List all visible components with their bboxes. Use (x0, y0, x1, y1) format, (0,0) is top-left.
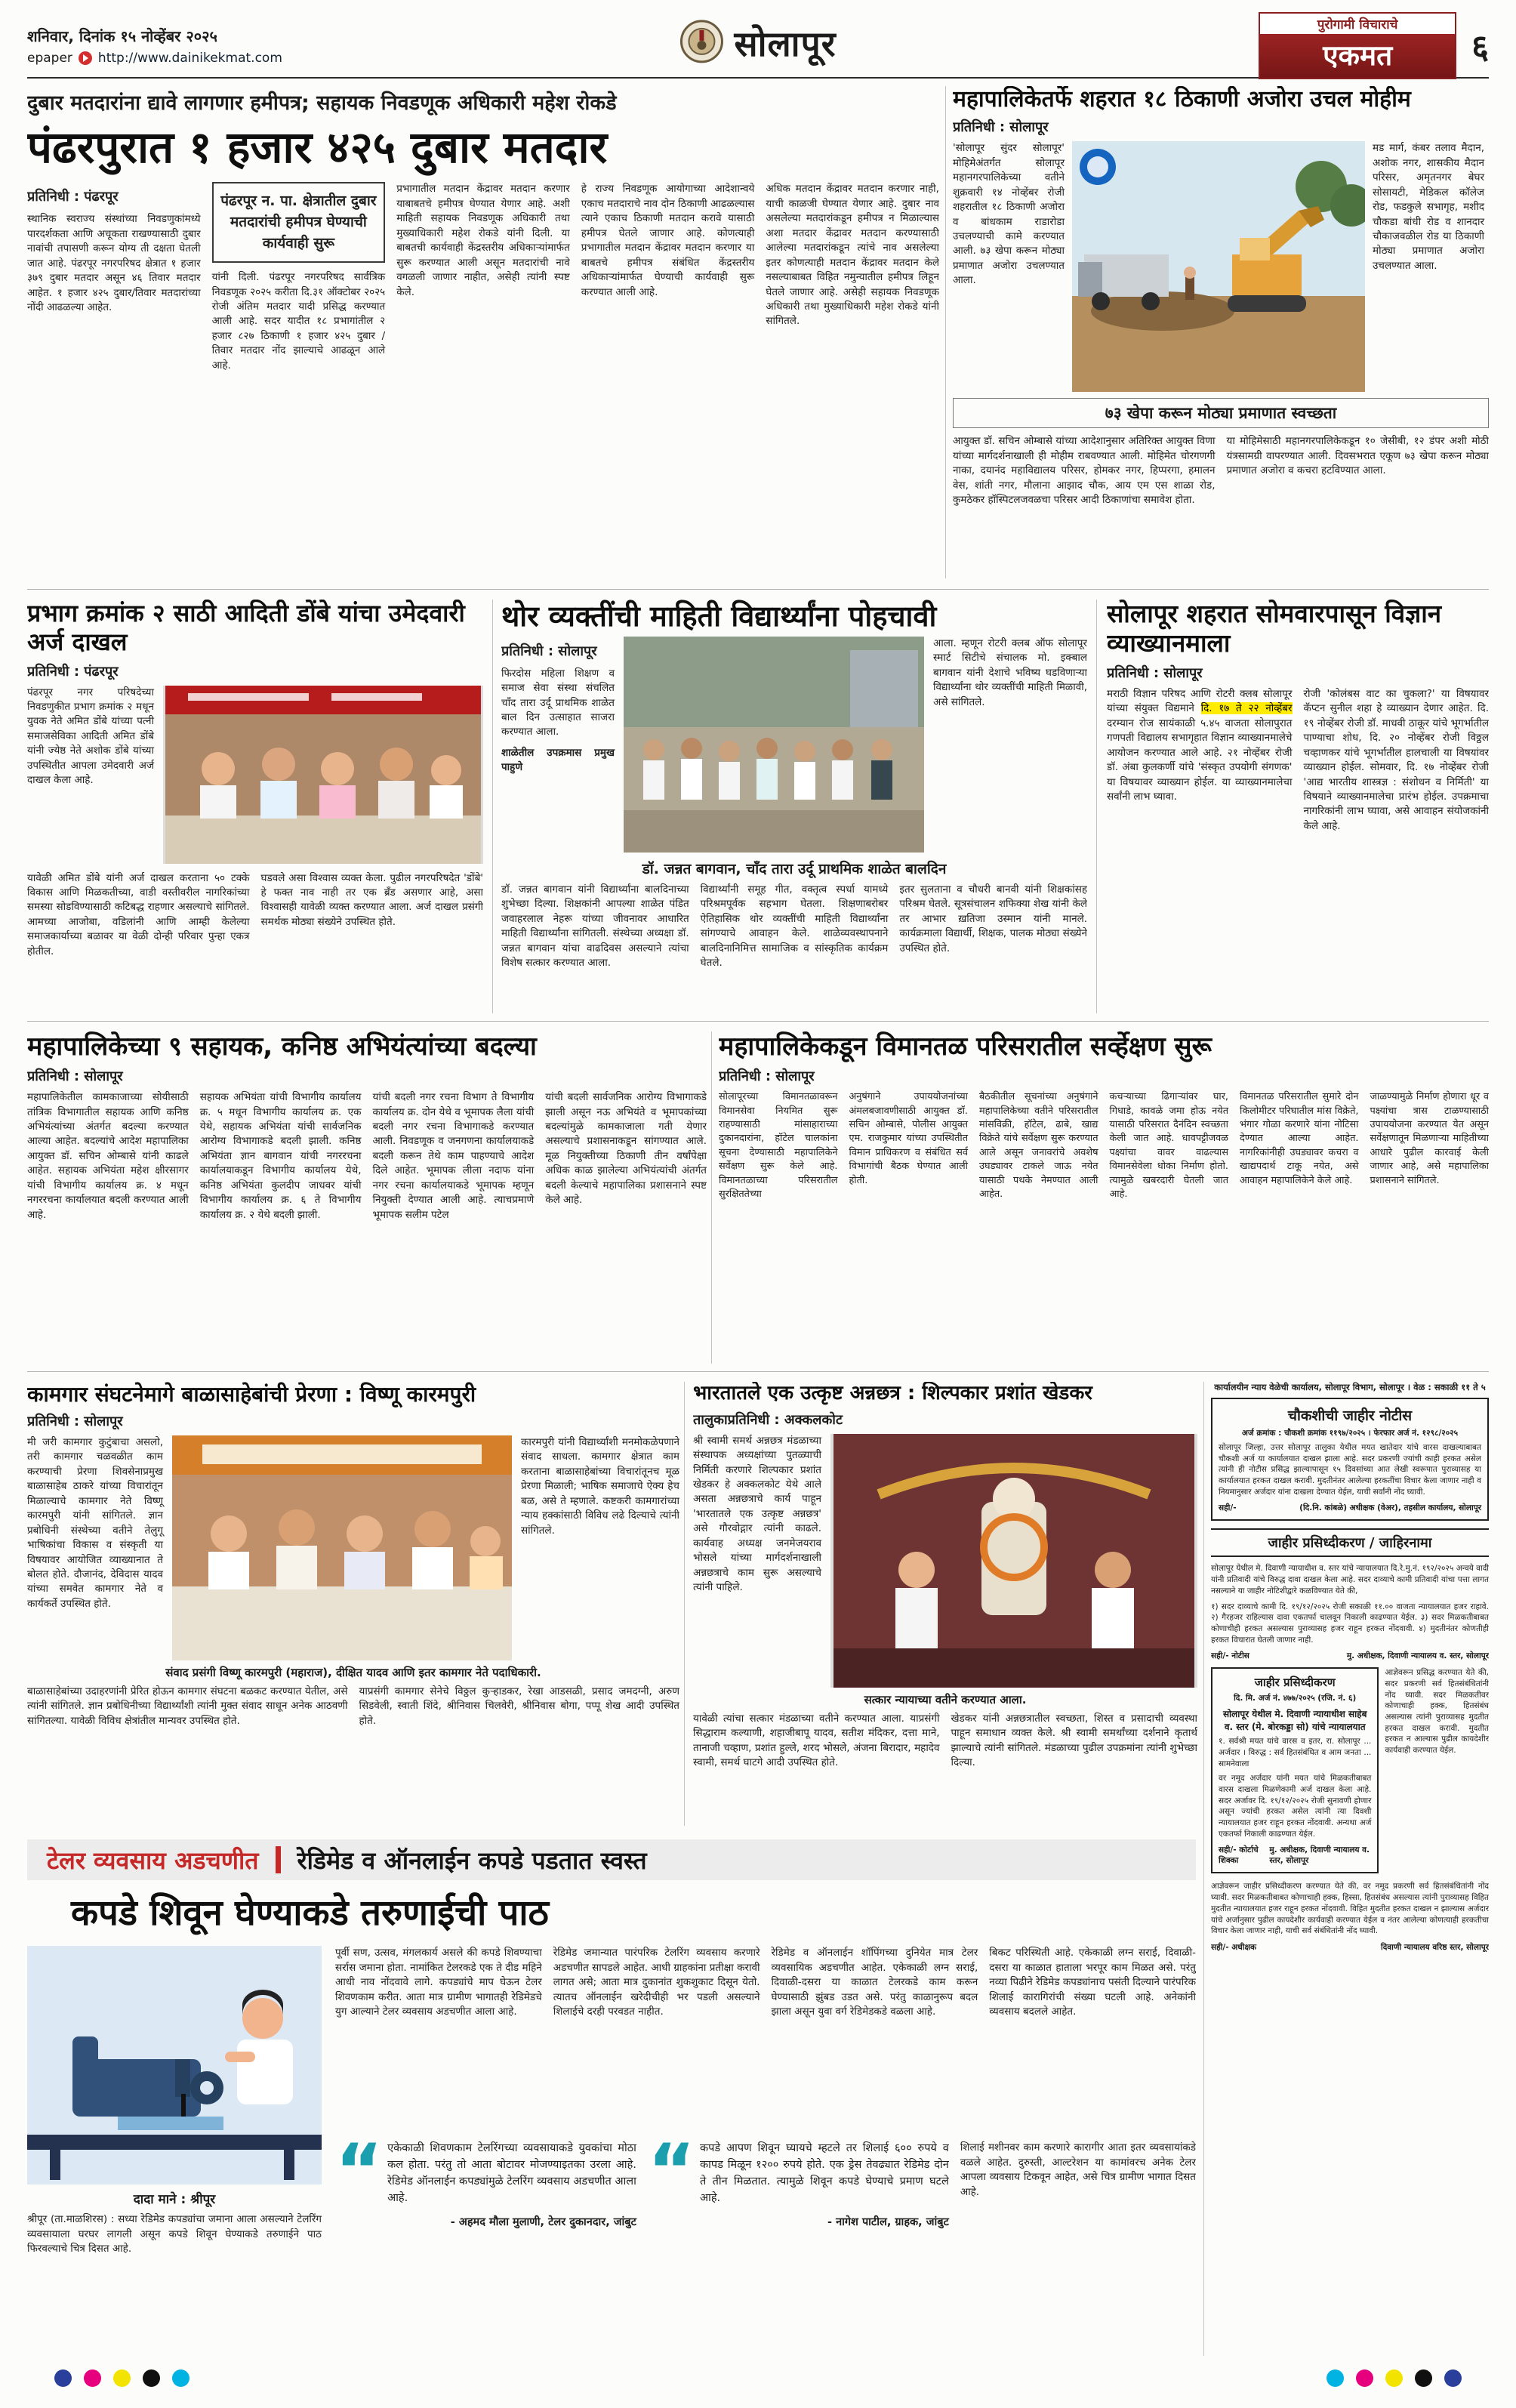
masthead-tagline: पुरोगामी विचाराचे (1260, 14, 1455, 34)
byline: प्रतिनिधी : पंढरपूर (27, 189, 119, 205)
body-column (27, 182, 201, 507)
signature-row (1211, 1651, 1489, 1661)
story-headline: कपडे शिवून घेण्याकडे तरुणाईची पाठ (71, 1892, 549, 1934)
story-body-bottom (501, 883, 1087, 971)
masthead-brand: एकमत (1260, 34, 1455, 78)
photo-caption: डॉ. जन्नत बागवान, चाँद तारा उर्दू प्राथमिक शाळेत बालदिन (642, 860, 947, 877)
story-body-bottom (335, 2129, 1196, 2229)
quote-block (387, 2141, 636, 2229)
byline: प्रतिनिधी : सोलापूर (1107, 664, 1203, 681)
story-body (719, 1090, 1489, 1201)
story-headline: प्रभाग क्रमांक २ साठी आदिती डोंबे यांचा उमेदवारी अर्ज दाखल (27, 600, 465, 656)
byline: प्रतिनिधी : सोलापूर (719, 1068, 815, 1085)
inquiry-notice-box (1211, 1398, 1489, 1521)
body-column: अधिक मतदान केंद्रावर मतदान करणार नाही, याची काळजी घेण्यात येणार आहे. दुबार नाव असलेल्या मतदारांकडून हमीपत्र न मिळाल्यास अशा मतदार केंद्रावर मतदान करण्यासाठी आलेल्या मतदारांकडून त्यांचे नाव असलेल्या इतर कोणत्याही मतदान केंद्रावर मतदान केले नसल्याबाबत विहित नमुन्यातील हमीपत्र लिहून घेतले जाणार आहे. असेही सहायक निवडणूक अधिकारी तथा मुख्याधिकारी महेश रोकडे यांनी सांगितले. (766, 183, 939, 328)
story-body (953, 141, 1489, 392)
signature-left: सही/- अधीक्षक (1211, 1942, 1257, 1952)
registration-marks-right (1326, 2369, 1462, 2387)
body-column: बाळासाहेबांच्या उदाहरणांनी प्रेरित होऊन कामगार संघटना बळकट करण्यात येतील, असे त्यांनी सांगितले. ज्ञान प्रबोधिनीच्या विद्यार्थ्यांशी त्यांनी मुक्त संवाद साधून अनेक आठवणी सांगितल्या. यावेळी विविध क्षेत्रांतील मान्यवर उपस्थित होते. (27, 1685, 348, 1727)
body-column: डॉ. जन्नत बागवान यांनी विद्यार्थ्यांना बालदिनाच्या शुभेच्छा दिल्या. शिक्षकांनी आपल्या शाळेत पंडित जवाहरलाल नेहरू यांच्या जीवनावर आधारित माहिती विद्यार्थ्यांना सांगितली. संस्थेच्या अध्यक्षा डॉ. जन्नत बागवान यांचा वाढदिवस असल्याने त्यांचा विशेष सत्कार करण्यात आला. (501, 883, 689, 970)
body-column: विद्यार्थ्यांनी समूह गीत, वक्तृत्व स्पर्धा यामध्ये परिश्रमपूर्वक सहभाग घेतला. शिक्षणाबरोबर ऐतिहासिक थोर व्यक्तींची माहिती विद्यार्थ्यांना सांगण्याचे आवाहन केले. शाळेव्यवस्थापनाने बालदिनानिमित्त सामाजिक व सांस्कृतिक कार्यक्रम घेतले. (700, 883, 889, 970)
story-body (501, 637, 1087, 853)
notice-title: जाहीर प्रसिध्दीकरण (1254, 1676, 1336, 1690)
story-body (693, 1434, 1197, 1688)
notice-meta: अर्ज क्रमांक : चौकशी क्रमांक ११९७/२०२५ । फेरफार अर्ज नं. १२९८/२०२५ (1241, 1429, 1459, 1438)
byline: प्रतिनिधी : सोलापूर (501, 643, 597, 659)
registration-dot (1385, 2369, 1403, 2387)
legal-notice-box (1211, 1667, 1379, 1873)
tailor-text-area (335, 1946, 1196, 2256)
body-column: यावेळी अमित डोंबे यांनी अर्ज दाखल करताना ५० टक्के विकास आणि मिळकतीच्या, वाडी वस्तीवरील नागरिकांच्या समस्या सोडविण्यासाठी कटिबद्ध राहणार असल्याचे सांगितले. आमच्या आजोबा, वडिलांनी आणि आम्ही केलेल्या समाजकार्याच्या बळावर या वेळी दोन्ही परिवार पुन्हा एकत्र होतील. (27, 871, 250, 957)
notice-body: वर नमूद अर्जदार यांनी मयत यांचे मिळकतीबाबत वारस दाखला मिळणेकामी अर्ज दाखल केला आहे. सदर अर्जावर दि. १९/१२/२०२५ रोजी सुनावणी होणार असून ज्यांची हरकत असेल त्यांनी त्या दिवशी न्यायालयात हजर राहून हरकत नोंदवावी. अन्यथा अर्ज एकतर्फा निकाली काढण्यात येईल. (1219, 1774, 1372, 1839)
body-column: जाळण्यामुळे निर्माण होणारा धूर व पक्ष्यांचा त्रास टाळण्यासाठी उपाययोजना करण्यात येत असून सर्वेक्षणातून मिळणाऱ्या माहितीच्या आधारे पुढील कारवाई केली जाणार आहे, असे महापालिका प्रशासनाने सांगितले. (1370, 1091, 1489, 1186)
body-column: रेडिमेड व ऑनलाईन शॉपिंगच्या दुनियेत मात्र टेलर व्यवसायिक अडचणीत आहेत. एकेकाळी लग्न सराई, दिवाळी-दसरा या काळात टेलरकडे काम करून घेण्यासाठी झुंबड उडत असे. परंतु काळानुरूप बदल झाला असून युवा वर्ग रेडिमेडकडे वळला आहे. (771, 1947, 978, 2018)
signature-row (1219, 1503, 1481, 1513)
byline: प्रतिनिधी : सोलापूर (27, 1068, 123, 1085)
lead-headline: पंढरपुरात १ हजार ४२५ दुबार मतदार (27, 122, 608, 173)
quote-attribution: - अहमद मौला मुलाणी, टेलर दुकानदार, जांबुट (450, 2216, 636, 2229)
byline: तालुकाप्रतिनिधी : अक्कलकोट (693, 1411, 843, 1428)
byline: प्रतिनिधी : सोलापूर (27, 1414, 123, 1430)
body-text: स्थानिक स्वराज्य संस्थांच्या निवडणुकांमध्ये पारदर्शकता आणि अचूकता राखण्यासाठी दुबार नावांची तपासणी करून योग्य ती दक्षता घेतली जात आहे. पंढरपूर नगरपरिषद क्षेत्रात १ हजार ३७९ दुबार मतदार असून ४६ तिवार मतदार आहेत. १ हजार ४२५ दुबार/तिवार मतदारांच्या नोंदी आढळल्या आहेत. (27, 213, 201, 313)
story-body (27, 1435, 679, 1660)
divider (27, 1371, 1489, 1372)
registration-dot (84, 2369, 101, 2387)
pull-quote (335, 2129, 636, 2229)
illustration-block (27, 1946, 322, 2256)
body-column: श्री स्वामी समर्थ अन्नछत्र मंडळाच्या संस्थापक अध्यक्षांच्या पुतळ्याची निर्मिती करणारे शिल्पकार प्रशांत खेडकर हे अक्कलकोट येथे आले असता अन्नछत्राचे कार्य पाहून 'भारतातले एक उत्कृष्ट अन्नछत्र' असे गौरवोद्गार त्यांनी काढले. कार्यवाह अध्यक्ष जनमेजयराव भोसले यांच्या मार्गदर्शनाखाली अन्नछत्राचे काम सुरू असल्याचे त्यांनी पाहिले. (693, 1434, 821, 1594)
signature-right: मु. अधीक्षक, दिवाणी न्यायालय व. स्तर, सोलापूर (1269, 1845, 1370, 1866)
story-headline: कामगार संघटनेमागे बाळासाहेबांची प्रेरणा : विष्णू कारमपुरी (27, 1382, 476, 1407)
quote-icon: “ (647, 2129, 695, 2214)
quote-block (700, 2141, 949, 2229)
notice-body: सोलापूर जिल्हा, उत्तर सोलापूर तालुका येथील मयत खातेदार यांचे वारस दाखल्याबाबत चौकशी अर्ज या कार्यालयात दाखल झाला आहे. सदर प्रकरणी ज्यांची काही हरकत असेल त्यांनी ही नोटीस प्रसिद्ध झाल्यापासून १५ दिवसांच्या आत लेखी स्वरूपात पुराव्यासह या कार्यालयात हरकत दाखल करावी. मुदतीनंतर आलेल्या हरकतींचा विचार केला जाणार नाही व नियमानुसार अर्जदार यांना दाखला देण्यात येईल, याची सर्वांनी नोंद घ्यावी. (1219, 1443, 1481, 1497)
body-column: या मोहिमेसाठी महानगरपालिकेकडून १० जेसीबी, १२ डंपर अशी मोठी यंत्रसामग्री वापरण्यात आली. दिवसभरात एकूण ७३ खेपा करून मोठ्या प्रमाणात अजोरा व कचरा हटविण्यात आला. (1226, 435, 1489, 477)
tailor-story (27, 1889, 1196, 2354)
quote-text: एकेकाळी शिवणकाम टेलरिंगच्या व्यवसायाकडे युवकांचा मोठा कल होता. परंतु तो आता बोटावर मोजण्याइतका उरला आहे. रेडिमेड ऑनलाईन कपड्यांमुळे टेलरिंग व्यवसाय अडचणीत आला आहे. (387, 2142, 636, 2204)
story-headline: सोलापूर शहरात सोमवारपासून विज्ञान व्याख्यानमाला (1107, 600, 1442, 658)
story-headline: भारतातले एक उत्कृष्ट अन्नछत्र : शिल्पकार प्रशांत खेडकर (693, 1382, 1092, 1404)
masthead (1259, 12, 1456, 79)
body-text: फिरदोस महिला शिक्षण व समाज सेवा संस्था संचलित चाँद तारा उर्दू प्राथमिक शाळेत बाल दिन उत्साहात साजरा करण्यात आला. (501, 667, 615, 738)
body-column: रोजी 'कोलंबस वाट का चुकला?' या विषयावर कॅप्टन सुनील शहा हे व्याख्यान देणार आहेत. दि. १९ नोव्हेंबर रोजी डॉ. माधवी ठाकूर यांचे भूगर्भातील पाण्याचा शोध, दि. २० नोव्हेंबर रोजी विठ्ठल चव्हाणकर यांचे भूगर्भातील हालचाली या विषयांवर व्याख्यान होईल. सोमवार, दि. १७ नोव्हेंबर रोजी 'आद्य भारतीय शास्त्रज्ञ : संशोधन व निर्मिती' या विषयाने व्याख्यानमालेचा प्रारंभ होईल. उपक्रमाचा नागरिकांनी लाभ घ्यावा, असे आवाहन संयोजकांनी केले आहे. (1303, 687, 1489, 832)
body-text: यांनी दिली. पंढरपूर नगरपरिषद सार्वत्रिक निवडणूक २०२५ करीता दि.३१ ऑक्टोबर २०२५ रोजी अंतिम मतदार यादी प्रसिद्ध करण्यात आली आहे. सदर यादीत १८ प्रभागांतील २ हजार ८२७ ठिकाणी १ हजार ४२५ दुबार / तिवार मतदार नोंद झाल्याचे आढळून आले आहे. (211, 271, 386, 372)
cleanup-photo (1072, 141, 1365, 392)
registration-dot (143, 2369, 160, 2387)
photo-caption: सत्कार न्यायाच्या वतीने करण्यात आला. (864, 1692, 1027, 1707)
body-column: अनुषंगाने उपाययोजनांच्या अंमलबजावणीसाठी आयुक्त डॉ. सचिन ओम्बासे, पोलीस आयुक्त एम. राजकुमार यांच्या उपस्थितीत विमान प्राधिकरण व संबंधित सर्व विभागांची बैठक घेण्यात आली होती. (849, 1091, 968, 1186)
annachatra-photo (830, 1434, 1197, 1688)
body-column: याप्रसंगी कामगार सेनेचे विठ्ठल कुऱ्हाडकर, रेखा आडसळी, प्रसाद जमदग्नी, अरुण सिडवेली, स्वाती शिंदे, श्रीनिवास चिलवेरी, श्रीनिवास बोगा, पप्पू शेख आदी उपस्थित होते. (359, 1685, 679, 1727)
signature-left: सही/- कोर्टाचे शिक्का (1219, 1845, 1259, 1866)
body-column: मी जरी कामगार कुटुंबाचा असलो, तरी कामगार चळवळीत काम करण्याची प्रेरणा शिवसेनाप्रमुख बाळासाहेब ठाकरे यांच्या विचारांतून मिळाल्याचे कामगार नेते विष्णू कारमपुरी यांनी सांगितले. ज्ञान प्रबोधिनी संस्थेच्या वतीने तेलुगू भाषिकांचा विकास व संस्कृती या विषयावर आयोजित व्याख्यानात ते बोलत होते. दौजानंद, देविदास यादव यांच्या समवेत कामगार नेते व कार्यकर्ते उपस्थित होते. (27, 1436, 163, 1610)
divider (684, 1382, 685, 1826)
registration-dot (1444, 2369, 1462, 2387)
dombe-story (27, 600, 483, 1013)
quote-icon: “ (335, 2129, 384, 2214)
body-column: मड मार्ग, कंबर तलाव मैदान, अशोक नगर, शासकीय मैदान परिसर, अमृतनगर बेघर सोसायटी, मेडिकल कॉलेज रोड, फडकुले सभागृह, मशीद चौकडा बांधी रोड व शानदार चौकाजवळील रोड या ठिकाणी मोठ्या प्रमाणात अजोरा उचलण्यात आला. (1373, 142, 1484, 272)
body-column: इतर सुलताना व चौधरी बानवी यांनी शिक्षकांसह परिश्रम घेतले. सूत्रसंचालन शफिक्या शेख यांनी केले तर आभार ख़तिजा उस्मान यांनी मानले. कार्यक्रमाला विद्यार्थी, शिक्षक, पालक मोठ्या संख्येने उपस्थित होते. (899, 883, 1087, 954)
registration-dot (113, 2369, 131, 2387)
cleanup-story (953, 86, 1489, 578)
lead-body (27, 182, 939, 507)
story-headline: महापालिकेच्या ९ सहायक, कनिष्ठ अभियंत्यांच्या बदल्या (27, 1031, 537, 1062)
story-body-bottom (27, 1685, 679, 1728)
story-body (1107, 687, 1489, 834)
registration-dot (54, 2369, 72, 2387)
banner-separator (276, 1846, 281, 1873)
notice-title: चौकशीची जाहीर नोटीस (1287, 1407, 1413, 1424)
body-column: महापालिकेतील कामकाजाच्या सोयीसाठी तांत्रिक विभागातील सहायक आणि कनिष्ठ अभियंत्यांच्या अंतर्गत बदल्या करण्यात आल्या आहेत. बदल्यांचे आदेश महापालिका आयुक्त डॉ. सचिन ओम्बासे यांनी काढले आहेत. सहायक अभियंता महेश क्षीरसागर यांची विभागीय कार्यालय क्र. ४ मधून नगररचना कार्यालयात बदली करण्यात आली आहे. (27, 1091, 189, 1221)
science-story (1107, 600, 1489, 1013)
parties-line: १. सर्वश्री मयत यांचे वारस व इतर, रा. सोलापूर ... अर्जदार । विरुद्ध : सर्व हितसंबंधित व आम जनता ... सामनेवाला (1219, 1737, 1372, 1768)
divider (711, 1031, 712, 1364)
students-story (501, 600, 1087, 1013)
body-column: पंढरपूर नगर परिषदेच्या निवडणुकीत प्रभाग क्रमांक २ मधून युवक नेते अमित डोंबे यांच्या पत्नी समाजसेविका आदिती अमित डोंबे यांनी ज्येष्ठ नेते अशोक डोंबे यांच्या उपस्थितीत आपला उमेदवारी अर्ज दाखल केला आहे. (27, 686, 154, 787)
body-column (212, 182, 386, 507)
body-column: कचऱ्याच्या ढिगाऱ्यांवर घार, गिधाडे, कावळे जमा होऊ नयेत यासाठी परिसरात दैनंदिन स्वच्छता केली जात आहे. धावपट्टीजवळ पक्ष्यांचा वावर वाढल्यास विमानसेवेला धोका निर्माण होतो. त्यामुळे खबरदारी घेतली जात आहे. (1109, 1091, 1228, 1201)
story-headline: महापालिकेतर्फे शहरात १८ ठिकाणी अजोरा उचल मोहीम (953, 86, 1411, 113)
story-headline: थोर व्यक्तींची माहिती विद्यार्थ्यांना पोहचावी (501, 600, 937, 633)
body-column: विमानतळ परिसरातील सुमारे दोन किलोमीटर परिघातील मांस विक्रेते, भंगार गोळा करणारे यांना नोटिसा देण्यात आल्या आहेत. नागरिकांनीही उघड्यावर कचरा व खाद्यपदार्थ टाकू नयेत, असे आवाहन महापालिकेने केले आहे. (1240, 1091, 1359, 1186)
header-right (1259, 12, 1489, 79)
divider (27, 1021, 1489, 1022)
registration-dot (1326, 2369, 1344, 2387)
body-lead-in: शाळेतील उपक्रमास प्रमुख पाहुणे (501, 746, 615, 774)
pull-quote (647, 2129, 949, 2229)
signature-row (1219, 1845, 1371, 1866)
edition-date: शनिवार, दिनांक १५ नोव्हेंबर २०२५ (27, 26, 217, 45)
body-column: सोलापूरच्या विमानतळावरून विमानसेवा नियमित सुरू राहण्यासाठी मांसाहाराच्या दुकानदारांना, हॉटेल चालकांना सूचना देण्यासाठी महापालिकेने सर्वेक्षण सुरू केले आहे. विमानतळाच्या परिसरातील सुरक्षिततेच्या (719, 1091, 838, 1201)
header-left (27, 26, 282, 66)
body-column: घडवले असा विश्वास व्यक्त केला. पुढील नगरपरिषदेत 'डोंबे' हे फक्त नाव नाही तर एक ब्रँड असणार आहे, असा विश्वासही यावेळी व्यक्त करण्यात आला. अर्ज दाखल प्रसंगी समर्थक मोठ्या संख्येने उपस्थित होते. (260, 871, 483, 928)
body-column: प्रभागातील मतदान केंद्रावर मतदान करणार याबाबतचे हमीपत्र घेण्यात येणार आहे. अशी माहिती सहायक निवडणूक अधिकारी तथा मुख्याधिकारी महेश रोकडे यांनी दिली. या बाबतची कार्यवाही केंद्रस्तरीय अधिकाऱ्यांमार्फत सुरू करण्यात आली असून मतदारांची नावे वगळली जाणार नाहीत, असेही त्यांनी स्पष्ट केले. (396, 183, 570, 298)
byline: प्रतिनिधी : सोलापूर (953, 119, 1049, 136)
quote-attribution: - नागेश पाटील, ग्राहक, जांबुट (827, 2216, 949, 2229)
signature-right: (दि.नि. कांबळे) अधीक्षक (वेअर), तहसील कार्यालय, सोलापूर (1299, 1503, 1481, 1513)
epaper-icon (79, 51, 92, 65)
tailor-banner (27, 1839, 1196, 1880)
dombe-photo (163, 686, 483, 864)
notice-side-body: आज्ञेवरून प्रसिद्ध करण्यात येते की, सदर प्रकरणी सर्व हितसंबंधितांनी नोंद घ्यावी. सदर मिळकतीवर कोणाचाही हक्क, हितसंबंध असल्यास त्यांनी पुराव्यासह मुदतीत हरकत दाखल करावी. मुदतीत हरकत न आल्यास पुढील कायदेशीर कार्यवाही करण्यात येईल. (1385, 1668, 1489, 1756)
registration-marks-left (54, 2369, 190, 2387)
quote-text: कपडे आपण शिवून घ्यायचे म्हटले तर शिलाई ६०० रुपये व कापड मिळून १२०० रुपये होते. एक ड्रेस तेवढ्यात रेडिमेड दोन ते तीन मिळतात. त्यामुळे शिवून कपडे घेण्याचे प्रमाण घटले आहे. (700, 2142, 949, 2204)
survey-story (719, 1031, 1489, 1364)
signature-right: मु. अधीक्षक, दिवाणी न्यायालय व. स्तर, सोलापूर (1346, 1651, 1489, 1661)
divider (1203, 1382, 1204, 2356)
transfers-story (27, 1031, 707, 1364)
notice-section-title: जाहीर प्रसिध्दीकरण / जाहिरनामा (1211, 1528, 1489, 1557)
body-text: दरम्यान रोज सायंकाळी ५.४५ वाजता सोलापुरात गणपती विद्यालय सभागृहात विज्ञान व्याख्यानमालेचे आयोजन करण्यात आले आहे. २१ नोव्हेंबर रोजी डॉ. अंबा कुलकर्णी यांचे 'संस्कृत उपयोगी संगणक' या विषयावर व्याख्यान होईल. या व्याख्यानमालेचा सर्वांनी लाभ घ्यावा. (1107, 717, 1293, 803)
body-column: सहायक अभियंता यांची विभागीय कार्यालय क्र. ५ मधून विभागीय कार्यालय क्र. एक येथे, सहायक अभियंता यांची सार्वजनिक आरोग्य विभागाकडे बदली झाली. कनिष्ठ अभियंता ज्ञान बागवान यांची नगररचना कार्यालयाकडून विभागीय कार्यालय येथे, कनिष्ठ अभियंता कुलदीप जाधवर यांची विभागीय कार्यालय क्र. ६ ते विभागीय कार्यालय क्र. २ येथे बदली झाली. (199, 1091, 362, 1221)
court-office-line: कार्यालयीन न्याय वेळेची कार्यालय, सोलापूर विभाग, सोलापूर । वेळ : सकाळी ११ ते ५ (1214, 1382, 1486, 1392)
body-column: श्रीपूर (ता.माळशिरस) : सध्या रेडिमेड कपड्यांचा जमाना आला असल्याने टेलरिंग व्यवसायाला घरघर लागली असून कपडे शिवून घेण्याकडे तरुणाईने पाठ फिरवल्याचे चित्र दिसत आहे. (27, 2213, 322, 2255)
photo-caption: संवाद प्रसंगी विष्णू कारमपुरी (महाराज), दीक्षित यादव आणि इतर कामगार नेते पदाधिकारी. (165, 1666, 541, 1680)
signature-left: सही/- नोटीस (1211, 1651, 1249, 1661)
body-text: मराठी विज्ञान परिषद आणि रोटरी क्लब सोलापूर यांच्या संयुक्त विद्यमाने (1107, 687, 1293, 715)
epaper-row (27, 51, 282, 66)
signature-left: सही/- (1219, 1503, 1237, 1513)
byline: प्रतिनिधी : पंढरपूर (27, 663, 119, 680)
story-body (27, 1090, 707, 1222)
story-body-bottom (27, 871, 483, 960)
story-headline: महापालिकेकडून विमानतळ परिसरातील सर्व्हेक्षण सुरू (719, 1031, 1212, 1062)
notice-body: सोलापूर येथील मे. दिवाणी न्यायाधीश व. स्तर यांचे न्यायालयात दि.रे.मु.नं. १९२/२०२५ अन्वये वादी यांनी प्रतिवादी यांचे विरुद्ध दावा दाखल केला आहे. सदर दाव्याचे कामी प्रतिवादी यांचा पत्ता लागत नसल्याने या जाहीर नोटिशीद्वारे कळविण्यात येते की, (1211, 1564, 1489, 1596)
body-column: आला. म्हणून रोटरी क्लब ऑफ सोलापूर स्मार्ट सिटीचे संचालक मो. इक्बाल बागवान यांनी देशाचे भविष्य घडविणाऱ्या विद्यार्थ्यांना थोर व्यक्तींची माहिती मिळावी, असे सांगितले. (933, 637, 1087, 708)
registration-dot (172, 2369, 190, 2387)
students-photo (624, 637, 924, 853)
body-column: पूर्वी सण, उत्सव, मंगलकार्य असले की कपडे शिवण्याचा सर्रास जमाना होता. नामांकित टेलरकडे एक ते दीड महिने आधी नाव नोंदवावे लागे. कपड्यांचे माप घेऊन टेलर शिवणकाम करीत. आता मात्र ग्रामीण भागातही रेडिमेडचे युग आल्याने टेलर व्यवसाय अडचणीत आला आहे. (335, 1947, 542, 2018)
registration-dot (1356, 2369, 1373, 2387)
divider (27, 589, 1489, 590)
edition-city: सोलापूर (734, 23, 837, 64)
body-column: खेडकर यांनी अन्नछत्रातील स्वच्छता, शिस्त व प्रसादाची व्यवस्था पाहून समाधान व्यक्त केले. श्री स्वामी समर्थांच्या दर्शनाने कृतार्थ झाल्याचे त्यांनी सांगितले. मंडळाच्या पुढील उपक्रमांना त्यांनी शुभेच्छा दिल्या. (951, 1712, 1197, 1768)
lead-story (27, 86, 939, 578)
epaper-label: epaper (27, 50, 72, 66)
story-body-bottom (953, 434, 1489, 507)
body-column: हे राज्य निवडणूक आयोगाच्या आदेशान्वये एकाच मतदाराचे नाव दोन ठिकाणी आढळल्यास त्याने एकाच ठिकाणी मतदान करावे यासाठी हमीपत्र घेतले जाणार आहे. कोणत्याही प्रभागातील मतदान केंद्रावर मतदान करणार या बाबतचे हमीपत्र संबंधित केंद्रस्तरीय अधिकाऱ्यांमार्फत घेण्याची कार्यवाही सुरू करण्यात आली आहे. (581, 183, 755, 298)
body-column: यावेळी त्यांचा सत्कार मंडळाच्या वतीने करण्यात आला. याप्रसंगी सिद्धाराम कल्याणी, शहाजीबापू यादव, सतीश मंदिकर, दत्ता माने, तानाजी चव्हाण, प्रशांत हुल्ले, शरद भोसले, अंजना बिरादार, महादेव स्वामी, समर्थ घाटगे आदी उपस्थित होते. (693, 1712, 940, 1768)
body-column: बिकट परिस्थिती आहे. एकेकाळी लग्न सराई, दिवाळी-दसरा या काळात हाताला भरपूर काम मिळत असे. परंतु नव्या पिढीने रेडिमेड कपड्यांनाच पसंती दिल्याने पारंपरिक शिलाई कारागिरांची संख्या घटली आहे. अनेकांनी व्यवसाय बदलले आहेत. (989, 1947, 1196, 2018)
story-body-top (335, 1946, 1196, 2129)
body-column: रेडिमेड जमान्यात पारंपरिक टेलरिंग व्यवसाय करणारे अडचणीत सापडले आहेत. आधी ग्राहकांना प्रतीक्षा करावी लागत असे; आता मात्र दुकानांत शुकशुकाट दिसून येतो. त्यातच ऑनलाईन खरेदीचीही भर पडली असल्याने शिलाईचे दरही परवडत नाहीत. (553, 1947, 760, 2018)
registration-dot (1415, 2369, 1432, 2387)
inset-box: पंढरपूर न. पा. क्षेत्रातील दुबार मतदारांची हमीपत्र घेण्याची कार्यवाही सुरू (212, 182, 386, 263)
page-header (27, 14, 1489, 79)
body-column: बैठकीतील सूचनांच्या अनुषंगाने महापालिकेच्या वतीने परिसरातील मांसविक्री, हॉटेल, ढाबे, खाद्य विक्रेते यांचे सर्वेक्षण सुरू करण्यात आले असून जनावरांचे अवशेष उघड्यावर टाकले जाऊ नयेत यासाठी पथके नेमण्यात आली आहेत. (979, 1091, 1098, 1201)
banner-right-text: रेडिमेड व ऑनलाईन कपडे पडतात स्वस्त (297, 1845, 647, 1875)
legal-notice-row (1211, 1667, 1489, 1873)
lead-kicker: दुबार मतदारांना द्यावे लागणार हमीपत्र; सहायक निवडणूक अधिकारी महेश रोकडे (27, 91, 617, 115)
story-body (27, 1946, 1196, 2256)
photo-caption: ७३ खेपा करून मोठ्या प्रमाणात स्वच्छता (953, 398, 1489, 428)
body-column: शिलाई मशीनवर काम करणारे कारागीर आता इतर व्यवसायांकडे वळले आहेत. दुरुस्ती, आल्टरेशन या कामांवरच अनेक टेलर आपला व्यवसाय टिकवून आहेत, असे चित्र ग्रामीण भागात दिसत आहे. (960, 2141, 1196, 2198)
banner-left-text: टेलर व्यवसाय अडचणीत (47, 1845, 259, 1875)
body-column: कारमपुरी यांनी विद्यार्थ्यांशी मनमोकळेपणाने संवाद साधला. कामगार क्षेत्रात काम करताना बाळासाहेबांच्या विचारांतूनच मूळ प्रेरणा मिळाली; भाषिक समाजाचे ऐक्य हेच बळ, असे ते म्हणाले. कष्टकरी कामगारांच्या न्याय हक्कांसाठी विविध लढे दिल्याचे त्यांनी सांगितले. (521, 1436, 679, 1537)
court-name: सोलापूर येथील मे. दिवाणी न्यायाधीश साहेब व. स्तर (मे. बोरकड्डा सो) यांचे न्यायालयात (1222, 1709, 1367, 1733)
body-column: यांची बदली सार्वजनिक आरोग्य विभागाकडे झाली असून नऊ अभियंते व भूमापकांच्या बदल्यांमुळे कामकाजाला गती येणार असल्याचे प्रशासनाकडून सांगण्यात आले. मूळ नियुक्तीच्या ठिकाणी तीन वर्षांपेक्षा अधिक काळ झालेल्या अभियंत्यांची अंतर्गत बदली केल्याचे महापालिका प्रशासनाने स्पष्ट केले आहे. (545, 1091, 707, 1207)
story-body-bottom (693, 1712, 1197, 1771)
body-column (501, 637, 615, 853)
notice-meta: दि. मि. अर्ज नं. ४७७/२०२५ (रजि. नं. ६) (1234, 1694, 1357, 1703)
divider (1096, 600, 1097, 1013)
page-number: ६ (1471, 28, 1489, 66)
highlighted-text: दि. १७ ते २२ नोव्हेंबर (1200, 702, 1293, 715)
body-column: 'सोलापूर सुंदर सोलापूर' मोहिमेअंतर्गत सोलापूर महानगरपालिकेच्या वतीने शुक्रवारी १४ नोव्हेंबर रोजी शहरातील १८ ठिकाणी अजोरा व बांधकाम राडारोडा उचलण्याची कामे करण्यात आली. ७३ खेपा करून मोठ्या प्रमाणात अजोरा उचलण्यात आला. (953, 142, 1065, 287)
divider (945, 86, 946, 578)
solapur-logo-icon (679, 20, 723, 66)
notice-tail-body: आज्ञेवरून जाहीर प्रसिध्दीकरण करण्यात येते की, वर नमूद प्रकरणी सर्व हितसंबंधितांनी नोंद घ्यावी. सदर मिळकतीबाबत कोणाचाही हक्क, हिस्सा, हितसंबंध असल्यास त्यांनी पुराव्यासह विहित मुदतीत न्यायालयात हजर राहून हरकत नोंदवावी. विहित मुदतीत हरकत दाखल न झाल्यास अर्जदार यांचे अर्जानुसार पुढील कायदेशीर कार्यवाही करण्यात येईल व नंतर आलेल्या कोणत्याही हरकतीचा विचार केला जाणार नाही, याची सर्व संबंधितांनी नोंद घ्यावी. (1211, 1882, 1489, 1936)
divider (492, 600, 493, 1013)
public-notices-column (1211, 1382, 1489, 2362)
worker-photo (172, 1435, 512, 1660)
notice-list: १) सदर दाव्याचे कामी दि. १९/१२/२०२५ रोजी सकाळी ११.०० वाजता न्यायालयात हजर राहावे. २) गैरहजर राहिल्यास दावा एकतर्फा चालवून निकाली काढण्यात येईल. ३) सदर मिळकतीबाबत कोणाचीही हरकत असल्यास पुराव्यासह हजर राहून हरकत नोंदवावी. ४) मुदतीनंतर कोणतीही हरकत विचारात घेतली जाणार नाही. (1211, 1602, 1489, 1645)
body-column: आयुक्त डॉ. सचिन ओम्बासे यांच्या आदेशानुसार अतिरिक्त आयुक्त विणा यांच्या मार्गदर्शनाखाली ही मोहीम राबवण्यात आली. मोहिमेत चोरगणगी नाका, दयानंद महाविद्यालय परिसर, होमकर नगर, हिप्परगा, हमालन वेस, शांती नगर, मौलाना आझाद चौक, आय एम एस शाळा रोड, कुमठेकर हॉस्पिटलजवळचा परिसर आदी ठिकाणांचा समावेश होता. (953, 435, 1216, 507)
worker-story (27, 1382, 679, 1826)
signature-row (1211, 1942, 1489, 1953)
annachatra-story (693, 1382, 1197, 1826)
story-body (27, 686, 483, 864)
body-column: यांची बदली नगर रचना विभाग ते विभागीय कार्यालय क्र. दोन येथे व भूमापक लैला यांची बदली नगर रचना विभागाकडे करण्यात आली. निवडणूक व जनगणना कार्यालयाकडे बदली करून तेथे काम पाहण्याचे आदेश दिले आहेत. भूमापक लीला नदाफ यांना नगर रचना कार्यालयाकडे भूमापक म्हणून नियुक्ती देण्यात आली आहे. त्याचप्रमाणे भूमापक सलीम पटेल (372, 1091, 535, 1221)
edition-banner (679, 20, 836, 66)
body-column (1107, 687, 1293, 834)
signature-right: दिवाणी न्यायालय वरिष्ठ स्तर, सोलापूर (1380, 1942, 1489, 1952)
illustration-credit: दादा माने : श्रीपूर (133, 2192, 216, 2208)
tailor-illustration (27, 1946, 322, 2184)
website-link[interactable]: http://www.dainikekmat.com (97, 50, 282, 66)
